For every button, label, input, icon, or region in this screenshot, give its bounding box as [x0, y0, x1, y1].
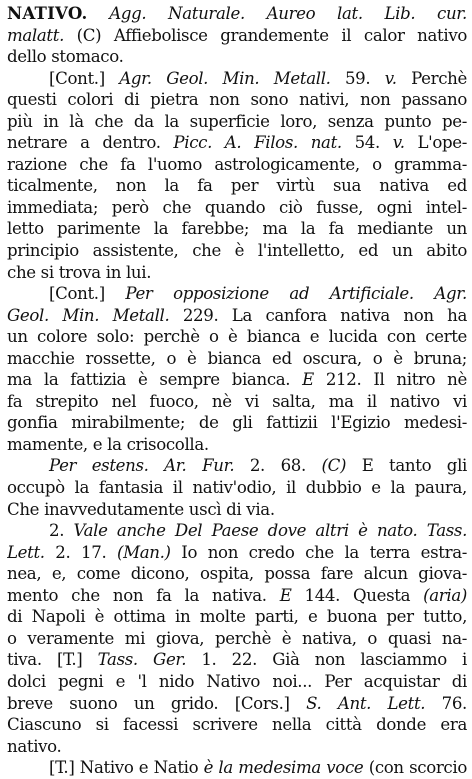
entry-line [7, 520, 467, 542]
entry-line [7, 197, 467, 219]
text-run: che si trova in lui. [7, 262, 152, 282]
entry-line [7, 218, 467, 240]
entry-line [7, 369, 467, 391]
text-run: [Cont.] [49, 284, 126, 304]
entry-line [7, 25, 467, 47]
italic-text: Agg. Naturale. Aureo lat. Lib. cur. [87, 4, 467, 23]
entry-line [7, 175, 467, 197]
text-run: 2. 17. [44, 542, 117, 562]
text-run: 144. Questa [291, 585, 424, 605]
text-run: nativo. [7, 736, 62, 756]
entry-line [7, 132, 467, 154]
entry-line [7, 3, 467, 25]
italic-text: è la medesima voce [203, 758, 364, 778]
text-run: 59. [330, 68, 385, 88]
entry-line [7, 736, 467, 758]
italic-text: v. [384, 68, 397, 88]
text-run: mamente, e la crisocolla. [7, 434, 209, 454]
entry-line [7, 649, 467, 671]
italic-text: (Man.) [116, 542, 171, 562]
italic-text: E [302, 370, 314, 390]
entry-line [7, 46, 467, 68]
italic-text: Geol. Min. Metall. [7, 305, 170, 325]
text-run: 2. 68. [234, 456, 322, 476]
text-run: Perchè [396, 68, 467, 88]
italic-text: Per opposizione ad Artificiale. Agr. [125, 284, 467, 304]
text-run: Io non credo che la terra estra- [170, 542, 467, 562]
text-run: 76. [425, 693, 467, 713]
text-run: un colore solo: perchè o è bianca e lucida con certe [7, 327, 467, 347]
entry-line [7, 348, 467, 370]
italic-text: Picc. A. Filos. nat. [173, 133, 342, 153]
text-run: 2. [49, 521, 74, 541]
text-run: fa strepito nel fuoco, nè vi salta, ma il nativo vi [7, 391, 467, 411]
text-run: (con scorcio [363, 758, 467, 778]
italic-text: Per estens. Ar. Fur. [49, 456, 235, 476]
entry-line [7, 714, 467, 736]
entry-line [7, 111, 467, 133]
entry-line [7, 585, 467, 607]
italic-text: Agr. Geol. Min. Metall. [119, 68, 331, 88]
entry-line [7, 477, 467, 499]
entry-line [7, 563, 467, 585]
entry-line [7, 499, 467, 521]
text-run: razione che fa l'uomo astrologicamente, o gramma- [7, 154, 467, 174]
entry-line [7, 68, 467, 90]
entry-line [7, 89, 467, 111]
italic-text: (C) [321, 456, 347, 476]
text-run: tiva. [T.] [7, 650, 98, 670]
entry-line [7, 606, 467, 628]
entry-line [7, 391, 467, 413]
text-run: [Cont.] [49, 68, 120, 88]
text-run: gonfia mirabilmente; de gli fattizii l'Egizio medesi- [7, 413, 467, 433]
text-run: Che inavvedutamente uscì di via. [7, 499, 275, 519]
text-run: o veramente mi giova, perchè è nativa, o quasi na- [7, 628, 467, 648]
entry-line [7, 693, 467, 715]
italic-text: Lett. [7, 542, 45, 562]
entry-line [7, 628, 467, 650]
text-run: 229. La canfora nativa non ha [169, 305, 467, 325]
italic-text: Vale anche Del Paese dove altri è nato. Tass. [73, 521, 467, 541]
text-run: macchie rossette, o è bianca ed oscura, o è bruna; [7, 348, 467, 368]
text-run: ma la fattizia è sempre bianca. [7, 370, 303, 390]
entry-line [7, 455, 467, 477]
text-run: Ciascuno si facessi scrivere nella città donde era [7, 715, 467, 735]
entry-line [7, 154, 467, 176]
text-run: dolci pegni e 'l nido Nativo noi... Per acquistar di [7, 671, 467, 691]
text-run: immediata; però che quando ciò fusse, ogni intel- [7, 197, 467, 217]
text-run: dello stomaco. [7, 47, 124, 67]
italic-text: E [279, 585, 292, 605]
text-run: [T.] Nativo e Natio [49, 758, 204, 778]
italic-text: Tass. Ger. [97, 650, 187, 670]
text-run: letto parimente la farebbe; ma la fa mediante un [7, 219, 467, 239]
italic-text: malatt. [7, 25, 64, 45]
text-run: questi colori di pietra non sono nativi, non passano [7, 90, 467, 110]
entry-line [7, 305, 467, 327]
text-run: L'ope- [404, 133, 467, 153]
entry-line [7, 412, 467, 434]
text-run: 54. [341, 133, 393, 153]
dictionary-entry [7, 3, 467, 779]
entry-line [7, 542, 467, 564]
entry-line [7, 671, 467, 693]
text-run: principio assistente, che è l'intelletto, ed un abito [7, 241, 467, 261]
text-run: più in là che da la superficie loro, senza punto pe- [7, 111, 467, 131]
text-run: 212. Il nitro nè [313, 370, 467, 390]
text-run: occupò la fantasia il nativ'odio, il dubbio e la paura, [7, 478, 467, 498]
text-run: mento che non fa la nativa. [7, 585, 280, 605]
entry-line [7, 283, 467, 305]
text-run: 1. 22. Già non lasciammo i [186, 650, 467, 670]
entry-line [7, 262, 467, 284]
text-run: E tanto gli [346, 456, 467, 476]
text-run: nea, e, come dicono, ospita, possa fare alcun giova- [7, 564, 467, 584]
entry-line [7, 240, 467, 262]
text-run: (C) Affiebolisce grandemente il calor nativo [64, 25, 467, 45]
italic-text: S. Ant. Lett. [306, 693, 426, 713]
headword: NATIVO. [7, 3, 88, 23]
italic-text: v. [392, 133, 405, 153]
text-run: ticalmente, non la fa per virtù sua nativa ed [7, 176, 467, 196]
text-run: breve suono un grido. [Cors.] [7, 693, 307, 713]
text-run: di Napoli è ottima in molte parti, e buona per tutto, [7, 607, 467, 627]
italic-text: (aria) [423, 585, 467, 605]
entry-line [7, 326, 467, 348]
text-run: netrare a dentro. [7, 133, 174, 153]
entry-line [7, 434, 467, 456]
